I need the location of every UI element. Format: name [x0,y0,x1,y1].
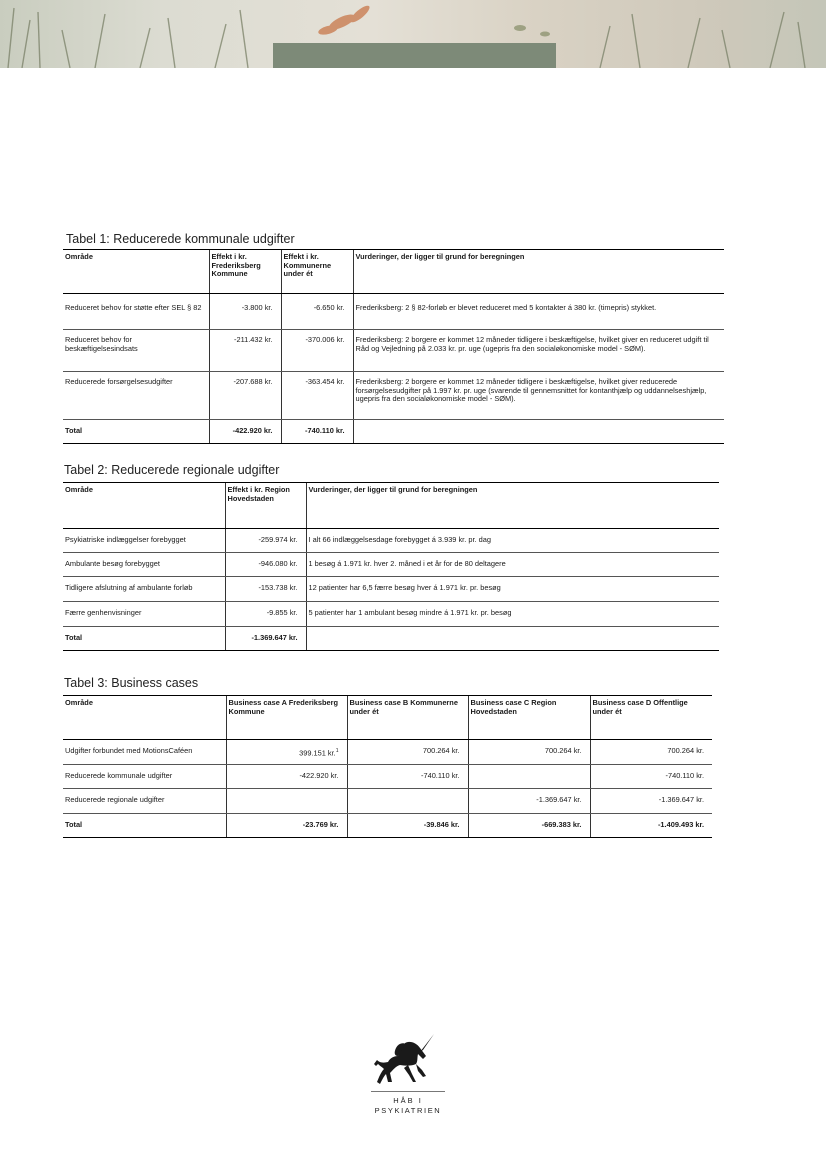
t3-cell: -1.369.647 kr. [468,789,590,814]
t3-header-a: Business case A Frederiksberg Kommune [226,696,347,740]
unicorn-icon [368,1030,448,1086]
t1-cell: -211.432 kr. [209,330,281,372]
t2-header-region: Effekt i kr. Region Hovedstaden [225,483,306,529]
t3-header-c: Business case C Region Hovedstaden [468,696,590,740]
t1-cell: -370.006 kr. [281,330,353,372]
t2-cell: -153.738 kr. [225,577,306,602]
t2-cell: Ambulante besøg forebygget [63,553,225,577]
table-row [63,294,724,330]
t3-total-a: -23.769 kr. [226,814,347,838]
t2-total-region: -1.369.647 kr. [225,627,306,651]
t2-header-area: Område [63,483,225,529]
logo-text-line1: HÅB I [393,1096,423,1105]
t3-cell: 700.264 kr. [347,740,468,765]
t3-cell: 700.264 kr. [468,740,590,765]
table-row [63,553,719,577]
t1-total-empty [353,420,724,444]
t3-total-b: -39.846 kr. [347,814,468,838]
t2-cell: 1 besøg á 1.971 kr. hver 2. måned i et år for de 80 deltagere [306,553,719,577]
table-row [63,529,719,553]
t1-header-assess: Vurderinger, der ligger til grund for beregningen [353,250,724,294]
table2-header-row [63,483,719,529]
banner-tab [273,43,556,68]
t3-cell: Udgifter forbundet med MotionsCaféen [63,740,226,765]
t2-header-assess: Vurderinger, der ligger til grund for beregningen [306,483,719,529]
table-row [63,789,712,814]
t1-header-all: Effekt i kr. Kommunerne under ét [281,250,353,294]
t2-cell: -946.080 kr. [225,553,306,577]
logo-text-line2: PSYKIATRIEN [374,1106,442,1115]
t3-total-d: -1.409.493 kr. [590,814,712,838]
t1-cell: Reduceret behov for beskæftigelsesindsats [63,330,209,372]
t2-cell: -9.855 kr. [225,602,306,627]
table3 [63,695,712,838]
t1-cell: Reducerede forsørgelsesudgifter [63,372,209,420]
table-row-total [63,814,712,838]
t3-cell: Reducerede kommunale udgifter [63,765,226,789]
t3-header-b: Business case B Kommunerne under ét [347,696,468,740]
t3-cell [226,789,347,814]
table-row-total [63,627,719,651]
t2-cell: Tidligere afslutning af ambulante forløb [63,577,225,602]
t3-cell [347,789,468,814]
logo [368,1030,448,1115]
t3-cell-a [226,740,347,765]
header-banner [0,0,826,68]
t2-cell: Færre genhenvisninger [63,602,225,627]
t3-cell [468,765,590,789]
t1-total-frb: -422.920 kr. [209,420,281,444]
t1-cell: -207.688 kr. [209,372,281,420]
table2-title: Tabel 2: Reducerede regionale udgifter [64,463,280,477]
t1-cell: -363.454 kr. [281,372,353,420]
table1-header-row [63,250,724,294]
logo-divider [371,1091,445,1092]
t1-total-all: -740.110 kr. [281,420,353,444]
t3-total-c: -669.383 kr. [468,814,590,838]
table-row [63,602,719,627]
t3-cell: -422.920 kr. [226,765,347,789]
t3-cell: -740.110 kr. [347,765,468,789]
t1-cell: -6.650 kr. [281,294,353,330]
table-row [63,740,712,765]
t1-cell: -3.800 kr. [209,294,281,330]
t2-total-label: Total [63,627,225,651]
table1 [63,249,724,444]
footnote-mark[interactable]: 1 [335,748,339,754]
table-row [63,577,719,602]
table1-title: Tabel 1: Reducerede kommunale udgifter [66,232,295,246]
t2-cell: -259.974 kr. [225,529,306,553]
t3-header-area: Område [63,696,226,740]
t3-cell: Reducerede regionale udgifter [63,789,226,814]
t1-cell: Reduceret behov for støtte efter SEL § 82 [63,294,209,330]
t2-cell: I alt 66 indlæggelsesdage forebygget á 3.939 kr. pr. dag [306,529,719,553]
table-row [63,765,712,789]
t3-total-label: Total [63,814,226,838]
t3-header-d: Business case D Offentlige under ét [590,696,712,740]
t2-total-empty [306,627,719,651]
t1-header-frb: Effekt i kr. Frederiksberg Kommune [209,250,281,294]
t1-cell: Frederiksberg: 2 § 82-forløb er blevet reduceret med 5 kontakter á 380 kr. (timepris) stykket. [353,294,724,330]
t1-header-area: Område [63,250,209,294]
table-row [63,372,724,420]
t1-cell: Frederiksberg: 2 borgere er kommet 12 måneder tidligere i beskæftigelse, hvilket giver reducerede forsørgelsesudgifter på 1.997 kr. pr. uge (svarende til gennemsnittet for kontanthjælp og uddannelseshjælp, ugepris fra den socialøkonomiske model - SØM). [353,372,724,420]
t2-cell: 12 patienter har 6,5 færre besøg hver á 1.971 kr. pr. besøg [306,577,719,602]
table2 [63,482,719,651]
t1-cell: Frederiksberg: 2 borgere er kommet 12 måneder tidligere i beskæftigelse, hvilket giver en reduceret udgift til Råd og Vejledning på 2.033 kr. pr. uge (ugepris fra den socialøkonomiske model - SØM). [353,330,724,372]
t3-cell: -740.110 kr. [590,765,712,789]
table-row-total [63,420,724,444]
table3-title: Tabel 3: Business cases [64,676,199,690]
t1-total-label: Total [63,420,209,444]
t3-cell: 700.264 kr. [590,740,712,765]
t2-cell: 5 patienter har 1 ambulant besøg mindre á 1.971 kr. pr. besøg [306,602,719,627]
t3-cell: -1.369.647 kr. [590,789,712,814]
t2-cell: Psykiatriske indlæggelser forebygget [63,529,225,553]
table3-header-row [63,696,712,740]
table-row [63,330,724,372]
t3-cell-a-value: 399.151 kr. [299,748,336,758]
